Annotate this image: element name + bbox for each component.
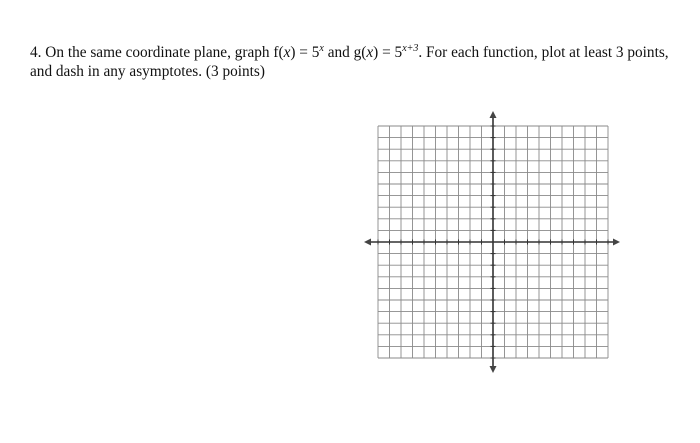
exponent-g: x+3	[402, 43, 419, 54]
coordinate-grid[interactable]	[362, 110, 622, 374]
question-text-segment: and g(	[323, 44, 367, 61]
variable-x: x	[283, 44, 291, 61]
question-text	[30, 44, 690, 80]
question-text-segment: ) = 5	[373, 44, 403, 61]
arrow-right-icon	[613, 239, 620, 246]
arrow-down-icon	[490, 366, 497, 373]
question-text-segment: ) = 5	[290, 44, 320, 61]
exponent-f: x	[319, 43, 324, 54]
arrow-left-icon	[364, 239, 371, 246]
coordinate-plane[interactable]	[362, 110, 622, 374]
question-text-segment: 4. On the same coordinate plane, graph f(	[30, 44, 284, 61]
question-line-2: and dash in any asymptotes. (3 points)	[30, 63, 265, 80]
arrow-up-icon	[490, 111, 497, 118]
question-text-segment: . For each function, plot at least 3 points,	[418, 44, 669, 61]
variable-x: x	[366, 44, 374, 61]
question-line-1	[30, 44, 690, 63]
